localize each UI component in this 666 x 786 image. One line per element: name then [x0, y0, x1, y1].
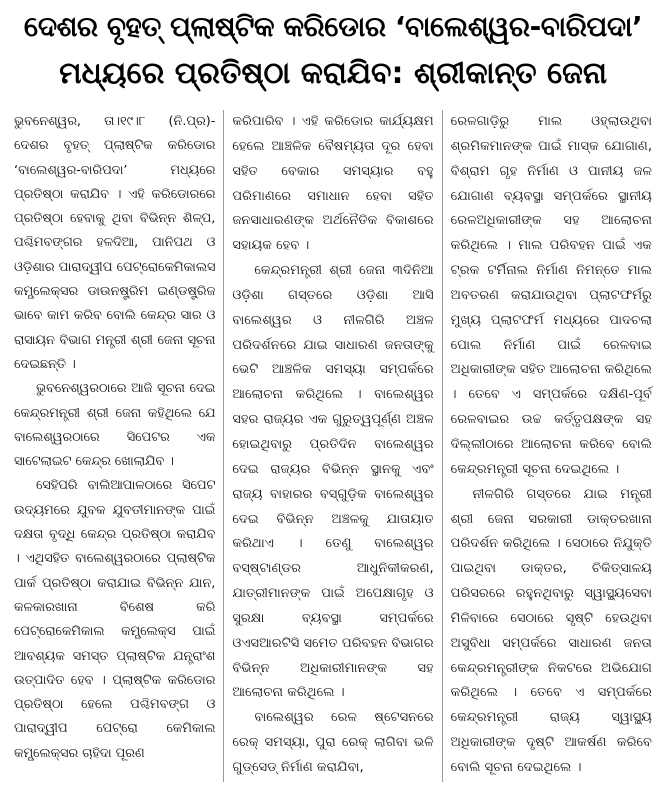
paragraph: କେନ୍ଦ୍ରମନ୍ତ୍ରୀ ଶ୍ରୀ ଜେନା ୩ଦିନିଆ ଓଡ଼ିଶା ଗସ୍ତରେ ଓଡ଼ିଶା ଆସି ବାଲେଶ୍ୱର ଓ ନୀଳଗିରି ଅଞ୍ଚଳ ପରିଦର୍ଶନରେ ଯାଇ ସାଧାରଣ ଜନତାଙ୍କୁ ଭେଟି ଆଞ୍ଚଳିକ ସମସ୍ୟା ସମ୍ପର୍କରେ ଆଲୋଚନା କରିଥିଲେ । ବାଲେଶ୍ୱର ସହର ରାଜ୍ୟର ଏକ ଗୁରୁତ୍ୱପୂର୍ଣ୍ଣ ଅଞ୍ଚଳ ହୋଇଥିବାରୁ ପ୍ରତିଦିନ ବାଲେଶ୍ୱର ଦେଇ ରାଜ୍ୟର ବିଭିନ୍ନ ସ୍ଥାନକୁ ଏବଂ ରାଜ୍ୟ ବାହାରର ବସ୍‌ଗୁଡ଼ିକ ବାଲେଶ୍ୱର ଦେଇ ବିଭିନ୍ନ ଅଞ୍ଚଳକୁ ଯାତାୟାତ କରିଥାଏ । ତେଣୁ ବାଲେଶ୍ୱର ବସ୍‌ଷ୍ଟାଣ୍ଡର ଆଧୁନିକୀକରଣ, ଯାତ୍ରୀମାନଙ୍କ ପାଇଁ ଅପେକ୍ଷାଗୃହ ଓ ସୁରକ୍ଷା ବ୍ୟବସ୍ଥା ସମ୍ପର୍କରେ ଓଏସଆରଟିସି ସମେତ ପରିବହନ ବିଭାଗର ବିଭିନ୍ନ ଅଧିକାରୀମାନଙ୍କ ସହ ଆଲୋଚନା କରିଥିଲେ । — [232, 263, 434, 701]
paragraph: ସେହିପରି ବାଲିଆପାଳଠାରେ ସିପେଟ ଉଦ୍ୟମରେ ଯୁବକ ଯୁବତୀମାନଙ୍କ ପାଇଁ ଦକ୍ଷତା ବୃଦ୍ଧି କେନ୍ଦ୍ର ପ୍ରତିଷ୍ଠା କରାଯିବ । ଏଥିସହିତ ବାଲେଶ୍ୱରଠାରେ ପ୍ଲାଷ୍ଟିକ ପାର୍କ ପ୍ରତିଷ୍ଠା କରାଯାଇ ବିଭିନ୍ନ ଯାନ, କଳକାରଖାନା ବିଶେଷ କରି ପେଟ୍ରୋକେମିକାଲ କମ୍ପ୍ଲେକ୍ସ ପାଇଁ ଆବଶ୍ୟକ ସମସ୍ତ ପ୍ଲାଷ୍ଟିକ ଯନ୍ତ୍ରାଂଶ ଉତ୍ପାଦିତ ହେବ । ପ୍ଲାଷ୍ଟିକ କରିଡୋର ପ୍ରତିଷ୍ଠା ହେଲେ ପଶ୍ଚିମବଙ୍ଗ ଓ ପାରାଦ୍ୱୀପ ପେଟ୍ରୋ କେମିକାଲ କମ୍ପ୍ଲେକ୍ସର ଚାହିଦା ପୂରଣ — [14, 478, 216, 761]
article-body — [6, 110, 660, 782]
article-column-3 — [442, 110, 660, 782]
headline-line-1: ଦେଶର ବୃହତ୍ ପ୍ଲାଷ୍ଟିକ କରିଡୋର ‘ବାଲେଶ୍ୱର-ବାରିପଦା’ — [23, 10, 643, 43]
paragraph: କରିପାରିବ । ଏହି କରିଡୋର କାର୍ଯ୍ୟକ୍ଷମ ହେଲେ ଆଞ୍ଚଳିକ ବୈଷମ୍ୟତା ଦୂର ହେବା ସହିତ ବେକାର ସମସ୍ୟାର ବହୁ ପରିମାଣରେ ସମାଧାନ ହେବା ସହିତ ଜନସାଧାରଣଙ୍କ ଅର୍ଥନୈତିକ ବିକାଶରେ ସହାୟକ ହେବ । — [232, 114, 434, 254]
article-column-2 — [223, 110, 441, 782]
paragraph: ଭୁବନେଶ୍ୱରଠାରେ ଆଜି ସୂଚନା ଦେଇ କେନ୍ଦ୍ରମନ୍ତ୍ରୀ ଶ୍ରୀ ଜେନା କହିଥିଲେ ଯେ ବାଲେଶ୍ୱରଠାରେ ସିପେଟର ଏକ ସାଟେଲାଇଟ କେନ୍ଦ୍ର ଖୋଲାଯିବ । — [14, 381, 216, 470]
article-column-1 — [6, 110, 223, 782]
paragraph: ନୀଳଗିରି ଗସ୍ତରେ ଯାଇ ମନ୍ତ୍ରୀ ଶ୍ରୀ ଜେନା ସରକାରୀ ଡାକ୍ତରଖାନା ପରିଦର୍ଶନ କରିଥିଲେ । ସେଠାରେ ନିଯୁକ୍ତି ପାଇଥିବା ଡାକ୍ତର, ଚିକିତ୍ସାଳୟ ପରିସରରେ ରହୁନଥିବାରୁ ସ୍ୱାସ୍ଥ୍ୟସେବା ମିଳିବାରେ ସେଠାରେ ସୃଷ୍ଟି ହେଉଥିବା ଅସୁବିଧା ସମ୍ପର୍କରେ ସାଧାରଣ ଜନତା କେନ୍ଦ୍ରମନ୍ତ୍ରୀଙ୍କ ନିକଟରେ ଅଭିଯୋଗ କରିଥିଲେ । ତେବେ ଏ ସମ୍ପର୍କରେ କେନ୍ଦ୍ରମନ୍ତ୍ରୀ ରାଜ୍ୟ ସ୍ୱାସ୍ଥ୍ୟ ଅଧିକାରୀଙ୍କ ଦୃଷ୍ଟି ଆକର୍ଷଣ କରିବେ ବୋଲି ସୂଚନା ଦେଇଥିଲେ । — [450, 486, 652, 775]
paragraph: ରେଳଗାଡ଼ିରୁ ମାଲ ଓହ୍ଲାଉଥିବା ଶ୍ରମିକମାନଙ୍କ ପାଇଁ ମାସ୍କ ଯୋଗାଣ, ବିଶ୍ରାମ ଗୃହ ନିର୍ମାଣ ଓ ପାନୀୟ ଜଳ ଯୋଗାଣ ବ୍ୟବସ୍ଥା ସମ୍ପର୍କରେ ସ୍ଥାନୀୟ ରେଳଅଧିକାରୀଙ୍କ ସହ ଆଲୋଚନା କରିଥିଲେ । ମାଲ ପରିବହନ ପାଇଁ ଏକ ଟ୍ରକ ଟର୍ମିନାଲ ନିର୍ମାଣ ନିମନ୍ତେ ମାଲ ଅବତରଣ କରାଯାଉଥିବା ପ୍ଲାଟଫର୍ମରୁ ମୁଖ୍ୟ ପ୍ଲାଟଫର୍ମ ମଧ୍ୟରେ ପାଦଚଲା ପୋଲ ନିର୍ମାଣ ପାଇଁ ରେଳବାଇ ଅଧିକାରୀଙ୍କ ସହିତ ଆଲୋଚନା କରିଥିଲେ । ତେବେ ଏ ସମ୍ପର୍କରେ ଦକ୍ଷିଣ-ପୂର୍ବ ରେଳବାଇର ଉଚ୍ଚ କର୍ତ୍ତୃପକ୍ଷଙ୍କ ସହ ଦିଲ୍ଲୀଠାରେ ଆଲୋଚନା କରିବେ ବୋଲି କେନ୍ଦ୍ରମନ୍ତ୍ରୀ ସୂଚନା ଦେଇଥିଲେ । — [450, 114, 652, 477]
paragraph: ବାଲେଶ୍ୱର ରେଳ ଷ୍ଟେସନରେ ରେକ୍ ସମସ୍ୟା, ପୁରା ରେକ୍ ଲାଗିବା ଭଳି ଗୁଡ୍‌ସେଡ୍ ନିର୍ମାଣ କରାଯିବା, — [232, 710, 434, 775]
paragraph: ଭୁବନେଶ୍ୱର, ତା।୧୯।୮ (ନି.ପ୍ର)- ଦେଶର ବୃହତ୍ ପ୍ଲାଷ୍ଟିକ କରିଡୋର ‘ବାଲେଶ୍ୱର-ବାରିପଦା’ ମଧ୍ୟରେ ପ୍ରତିଷ୍ଠା କରାଯିବ । ଏହି କରିଡୋରରେ ପ୍ରତିଷ୍ଠା ହେବାକୁ ଥିବା ବିଭିନ୍ନ ଶିଳ୍ପ, ପଶ୍ଚିମବଙ୍ଗର ହଳଦିଆ, ପାନିପଥ ଓ ଓଡ଼ିଶାର ପାରାଦ୍ୱୀପ ପେଟ୍ରୋକେମିକାଲସ କମ୍ପ୍ଲେକ୍ସର ଡାଉନଷ୍ଟ୍ରିମ ଇଣ୍ଡଷ୍ଟ୍ରିଜ ଭାବେ କାମ କରିବ ବୋଲି କେନ୍ଦ୍ର ସାର ଓ ରାସାୟନ ବିଭାଗ ମନ୍ତ୍ରୀ ଶ୍ରୀ ଜେନା ସୂଚନା ଦେଇଛନ୍ତି । — [14, 114, 216, 372]
headline-line-2: ମଧ୍ୟରେ ପ୍ରତିଷ୍ଠା କରାଯିବ: ଶ୍ରୀକାନ୍ତ ଜେନା — [59, 56, 607, 91]
